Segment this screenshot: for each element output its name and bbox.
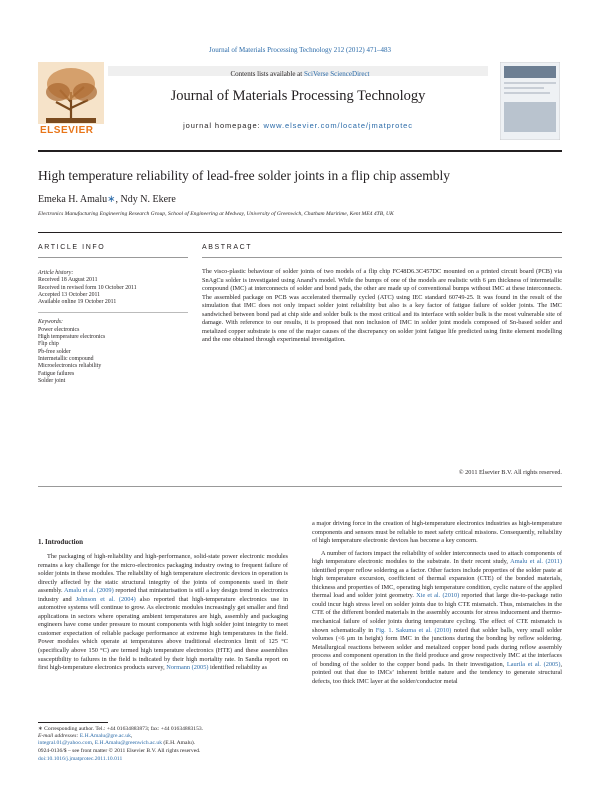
keyword-item: Pb-free solder xyxy=(38,348,71,355)
author-affiliation: Electronics Manufacturing Engineering Research Group, School of Engineering at Medway, University of Greenwich, Chatham Maritime, Kent ME4 4TB, UK xyxy=(38,211,394,217)
keywords-label: Keywords: xyxy=(38,319,63,326)
article-title: High temperature reliability of lead-free solder joints in a flip chip assembly xyxy=(38,168,450,183)
text-run: . xyxy=(391,626,396,634)
article-info-rule xyxy=(38,257,188,258)
affiliation-rule xyxy=(38,232,562,233)
article-info-block xyxy=(38,270,188,385)
email-link[interactable]: integral.01@yahoo.com xyxy=(38,740,92,747)
citation-link[interactable]: Normann (2005) xyxy=(166,664,209,672)
paragraph: a major driving force in the creation of high-temperature electronics industries as high-temperature components and sensors must be reliable to meet safety critical missions. Consequently, reliability of high temperature electronic devices has become a key concern. xyxy=(312,520,562,545)
journal-title: Journal of Materials Processing Technology xyxy=(170,88,426,104)
journal-homepage xyxy=(108,121,488,130)
keywords-rule xyxy=(38,312,188,313)
citation-link[interactable]: Amalu et al. (2009) xyxy=(63,587,114,595)
history-item: Received 18 August 2011 xyxy=(38,277,98,284)
journal-reference: Journal of Materials Processing Technology 212 (2012) 471–483 xyxy=(209,46,391,54)
text-run: identified reliability as xyxy=(208,664,268,672)
body-column-2 xyxy=(312,520,562,686)
body-column-1 xyxy=(38,553,288,673)
abstract-text: The visco-plastic behaviour of solder joints of two models of a flip chip FC48D6.3C457DC mounted on a printed circuit board (PCB) via SnAgCu solder is investigated using Anand’s model. While the bumps of one of the models are realistic with 6 μm thickness of intermetallic compound (IMC) at interconnects of solder and bond pads, the other are made up of conventional bumps without IMC at these interconnects. The assembled package on PCB was accelerated thermally cycled (ATC) using IEC standard 60749-25. It was found in the result of the simulation that IMC does not only impact solder joint reliability but also is a key factor of fatigue failure of solder joints. The IMC sandwiched between bond pad at chip side and solder bulk is the most critical and its interface with solder bulk is the most vulnerable site of damage. With reference to our results, it is proposed that non inclusion of IMC in solder joint models composed of Sn-based solder and metalized copper substrate is one of the major causes of the discrepancy on solder joint fatigue life predicted using finite element modelling and the one obtained through experimental investigation. xyxy=(202,268,562,343)
citation-link[interactable]: Johnson et al. (2004) xyxy=(75,595,136,603)
figure-link[interactable]: Fig. 1 xyxy=(375,626,392,634)
text-run: identified proper reflow soldering as a factor. Other factors include properties of the solder paste at high temperature excursion, coefficient of thermal expansion (CTE) of the bonded materials, thickness and properties of IMC, operating high temperature condition, cyclic nature of the applied thermal load and solder joint geometry. xyxy=(312,566,562,600)
email-link[interactable]: E.H.Amalu@greenwich.ac.uk xyxy=(94,740,163,747)
citation-link[interactable]: Xie et al. (2010) xyxy=(416,592,460,600)
homepage-link[interactable]: www.elsevier.com/locate/jmatprotec xyxy=(263,121,413,130)
citation-link[interactable]: Laurila et al. (2005) xyxy=(506,660,561,668)
history-item: Received in revised form 10 October 2011 xyxy=(38,284,137,291)
article-info-heading: ARTICLE INFO xyxy=(38,244,106,251)
abstract-rule xyxy=(202,257,562,258)
author-2: , Ndy N. Ekere xyxy=(115,194,176,205)
citation-link[interactable]: Amalu et al. (2011) xyxy=(510,558,563,566)
contents-prefix: Contents lists available at xyxy=(230,70,304,78)
keyword-item: Microelectronics reliability xyxy=(38,363,102,370)
paragraph xyxy=(38,553,288,673)
abstract-copyright: © 2011 Elsevier B.V. All rights reserved. xyxy=(458,469,562,476)
citation-link[interactable]: Sakuma et al. (2010) xyxy=(395,626,452,634)
text-run: reported that large die-to-package ratio could incur high stress level on solder joints due to high CTE mismatch. Thus, mismatches in the CTE of the different bonded materials in the assembly accounts for stress inducement and thermo-mechanical failure of solder joints during temperature cycling. The effect of CTE mismatch is shown schematically in xyxy=(312,592,562,634)
keyword-item: High temperature electronics xyxy=(38,334,106,341)
publisher-name: ELSEVIER xyxy=(40,125,94,136)
article-authors xyxy=(38,194,176,205)
keyword-item: Power electronics xyxy=(38,326,80,333)
paragraph xyxy=(312,550,562,687)
corresponding-author-mark[interactable]: ∗ xyxy=(107,194,116,205)
journal-cover-image xyxy=(500,62,560,140)
text-run: also reported that high-temperature electronics use in automotive systems will continue to grow. As electronic modules increasingly get smaller and find applications in sectors where operating ambient temperatures are high, assembly and packaging engineers have come under pressure to mount components with high solder joint integrity to meet customer expectation of reliable package performance at extreme high temperatures in the field. Power modules which operate at temperatures above traditional electronics limit of 125 °C (specifically above 150 °C) are termed high temperature electronics (HTE) and these assemblies susceptibility to failures in the field is indicated by their high mortality rate. In Sandia report on first high-temperature electronics products survey, xyxy=(38,595,288,672)
email-label: E-mail addresses: xyxy=(38,733,80,740)
text-run: , pointed out that due to IMCs’ inherent brittle nature and the tendency to generate structural defects, too thick IMC layer at the solder/conductor metal xyxy=(312,660,563,685)
abstract-bottom-rule xyxy=(38,486,562,487)
footnote-contact: ∗ Corresponding author. Tel.: +44 01634883873; fax: +44 01634883153. xyxy=(38,726,204,732)
doi-link[interactable]: doi:10.1016/j.jmatprotec.2011.10.011 xyxy=(38,755,123,762)
header-rule xyxy=(38,150,562,152)
text-run: noted that solder balls, very small solder volumes (<6 μm in height) form IMC in the junctions during the bonding by reflow soldering. Metallurgical reactions between solder and metalized copper bond pads during reflow assembly process and component operation in the field produce and grow respectively IMC at the interfaces of bonding of the solder to the copper bond pads. In their investigation, xyxy=(312,626,563,668)
keyword-item: Fatigue failures xyxy=(38,370,75,377)
abstract-heading: ABSTRACT xyxy=(202,244,253,251)
homepage-prefix: journal homepage: xyxy=(183,121,264,130)
history-label: Article history: xyxy=(38,270,74,276)
author-1: Emeka H. Amalu xyxy=(38,194,108,205)
sciencedirect-link[interactable]: SciVerse ScienceDirect xyxy=(304,70,370,78)
text-run: (E.H. Amalu). xyxy=(162,740,196,747)
text-run: , xyxy=(130,733,133,740)
keyword-item: Solder joint xyxy=(38,377,66,384)
issn-line: 0924-0136/$ – see front matter © 2011 Elsevier B.V. All rights reserved. xyxy=(38,748,201,754)
section-1-heading: 1. Introduction xyxy=(38,538,83,546)
issn-doi-block xyxy=(38,748,338,763)
history-item: Accepted 13 October 2011 xyxy=(38,291,101,298)
history-item: Available online 19 October 2011 xyxy=(38,299,117,306)
text-run: reported that miniaturisation is still a key design trend in electronics industry and xyxy=(38,587,289,603)
text-run: , xyxy=(91,740,95,747)
footnote-rule xyxy=(38,722,108,723)
keyword-item: Intermetallic compound xyxy=(38,355,94,362)
footnote-emails xyxy=(38,733,288,747)
text-run: The packaging of high-reliability and high-performance, solid-state power electronic modules remains a key challenge for the micro-electronics packaging industry owing to frequent failure of solder joints in these modules. The reliability of high temperature electronic devices in operation is directly affected by the static structural integrity of the joints of components used in their assembly. xyxy=(38,553,288,595)
email-link[interactable]: E.H.Amalu@gre.ac.uk xyxy=(79,733,131,740)
footnote xyxy=(38,726,288,748)
keyword-item: Flip chip xyxy=(38,341,59,348)
text-run: A number of factors impact the reliability of solder interconnects used to attach components of high temperature electronic modules to the substrate. In their recent study, xyxy=(312,549,562,566)
